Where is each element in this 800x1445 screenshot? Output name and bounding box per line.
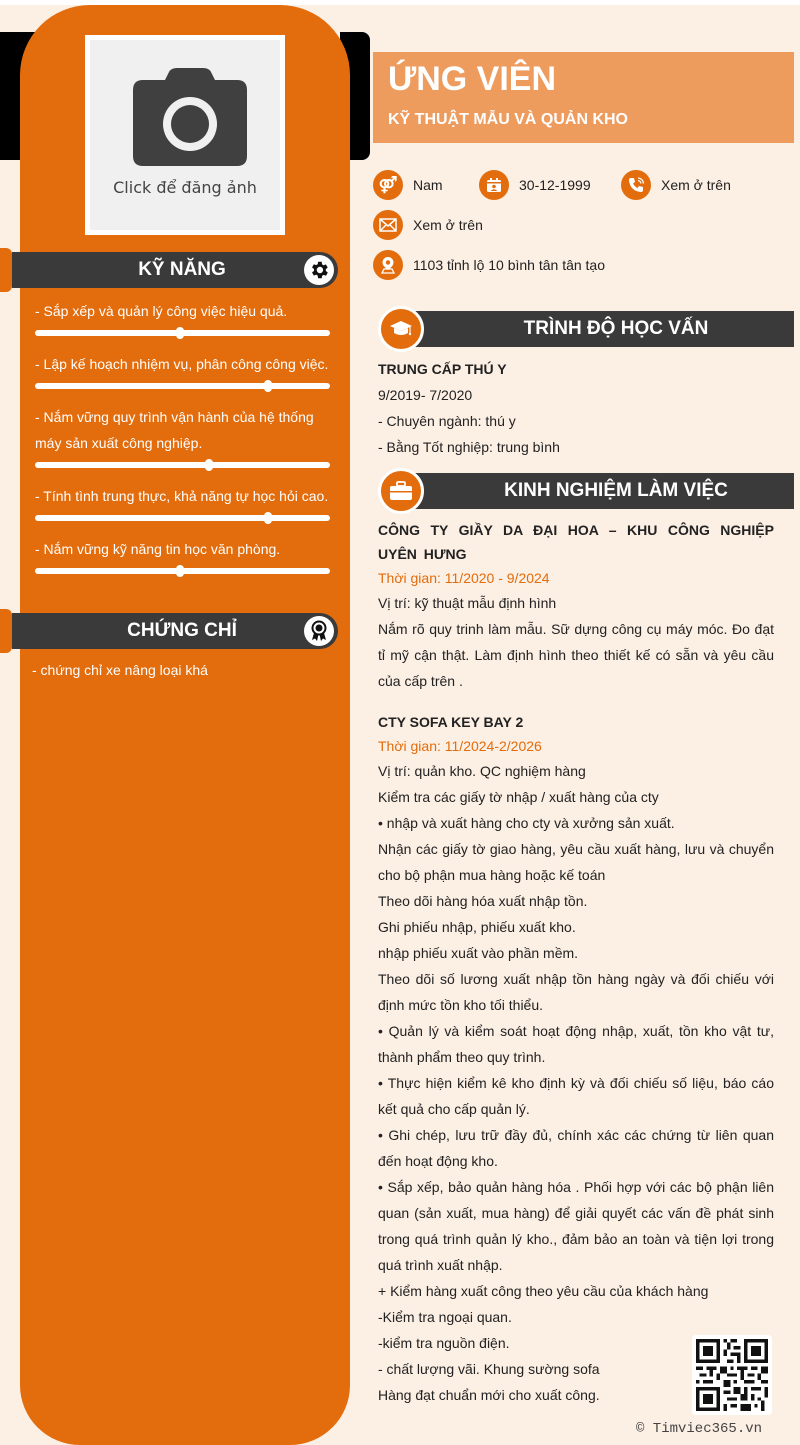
- skill-item: - Nắm vững quy trình vận hành của hệ thống máy sản xuất công nghiệp.: [35, 409, 314, 451]
- job-line: Hàng đạt chuẩn mới cho xuất công.: [378, 1387, 600, 1403]
- skills-title: KỸ NĂNG: [138, 259, 226, 280]
- skill-level-bar: [35, 515, 330, 521]
- skill-item: - Sắp xếp và quản lý công việc hiệu quả.: [35, 303, 288, 319]
- skills-heading: [12, 252, 338, 288]
- job-2: [378, 710, 774, 1408]
- contact-email: [373, 210, 483, 240]
- skill-level-bar: [35, 330, 330, 336]
- education-period: 9/2019- 7/2020: [378, 387, 473, 403]
- award-ribbon-icon: [304, 616, 334, 646]
- job-line: • Sắp xếp, bảo quản hàng hóa . Phối hợp với các bộ phận liên quan (sản xuất, mua hàng) để giải quyết các vấn đề phát sinh trong quá trình quản lý kho., đảm bảo an toàn và tiện lợi trong quá trình xuất nhập.: [378, 1179, 774, 1273]
- experience-title: KINH NGHIỆM LÀM VIỆC: [408, 473, 794, 509]
- contact-gender: [373, 170, 443, 200]
- certificates-title: CHỨNG CHỈ: [127, 620, 237, 641]
- job-line: + Kiểm hàng xuất công theo yêu cầu của khách hàng: [378, 1283, 709, 1299]
- job-line: -kiểm tra nguồn điện.: [378, 1335, 510, 1351]
- job-period: Thời gian: 11/2020 - 9/2024: [378, 570, 550, 586]
- school-name: TRUNG CẤP THÚ Y: [378, 361, 507, 377]
- phone-icon: [621, 170, 651, 200]
- job-line: -Kiểm tra ngoại quan.: [378, 1309, 512, 1325]
- job-line: Ghi phiếu nhập, phiếu xuất kho.: [378, 919, 576, 935]
- skill-level-bar: [35, 568, 330, 574]
- job-line: - chất lượng vãi. Khung sường sofa: [378, 1361, 600, 1377]
- gender-icon: ⚤: [373, 170, 403, 200]
- avatar-upload[interactable]: [85, 35, 285, 235]
- email-value: Xem ở trên: [413, 217, 483, 233]
- contact-birthday: [479, 170, 591, 200]
- company-name: CTY SOFA KEY BAY 2: [378, 714, 524, 730]
- job-line: Vị trí: kỹ thuật mẫu định hình: [378, 595, 557, 611]
- address-value: 1103 tỉnh lộ 10 bình tân tân tạo: [413, 257, 606, 273]
- phone-value: Xem ở trên: [661, 177, 731, 193]
- job-line: • nhập và xuất hàng cho cty và xưởng sản xuất.: [378, 815, 675, 831]
- experience-heading: [378, 472, 794, 510]
- avatar-upload-label: Click để đăng ảnh: [113, 178, 257, 197]
- contact-phone: [621, 170, 731, 200]
- graduation-cap-icon: [378, 306, 424, 352]
- calendar-icon: [479, 170, 509, 200]
- education-title: TRÌNH ĐỘ HỌC VẤN: [408, 311, 794, 347]
- candidate-name: ỨNG VIÊN: [388, 60, 557, 98]
- skill-item: - Lập kế hoạch nhiệm vụ, phân công công việc.: [35, 356, 329, 372]
- certificate-item: - chứng chỉ xe nâng loại khá: [32, 662, 208, 678]
- education-heading: [378, 310, 794, 348]
- map-pin-icon: [373, 250, 403, 280]
- gender-value: Nam: [413, 177, 443, 193]
- job-line: Nắm rõ quy trinh làm mẫu. Sữ dựng công cụ máy móc. Đo đạt tỉ mỹ cận thật. Làm định hình theo thiết kế có sẵn và yêu cầu của cấp trên .: [378, 621, 774, 689]
- job-line: • Thực hiện kiểm kê kho định kỳ và đối chiếu số liệu, báo cáo kết quả cho cấp quản lý.: [378, 1075, 774, 1117]
- company-name: CÔNG TY GIẦY DA ĐẠI HOA – KHU CÔNG NGHIỆP UYÊN HƯNG: [378, 522, 774, 562]
- education-content: [378, 356, 774, 460]
- envelope-icon: [373, 210, 403, 240]
- qr-code: [692, 1335, 772, 1415]
- camera-icon: [133, 68, 247, 168]
- contact-address: [373, 250, 605, 280]
- certificates-heading: [12, 613, 338, 649]
- job-line: Theo dõi số lương xuất nhập tồn hàng ngày và đối chiếu với định mức tồn kho tối thiểu.: [378, 971, 774, 1013]
- gear-icon: [304, 255, 334, 285]
- skill-item: - Tính tình trung thực, khả năng tự học hỏi cao.: [35, 488, 329, 504]
- education-line: - Bằng Tốt nghiệp: trung bình: [378, 439, 560, 455]
- briefcase-icon: [378, 468, 424, 514]
- job-line: • Ghi chép, lưu trữ đầy đủ, chính xác các chứng từ liên quan đến hoạt động kho.: [378, 1127, 774, 1169]
- birthday-value: 30-12-1999: [519, 177, 591, 193]
- job-line: nhập phiếu xuất vào phần mềm.: [378, 945, 579, 961]
- section-tab-marker: [0, 609, 12, 653]
- skill-item: - Nắm vững kỹ năng tin học văn phòng.: [35, 541, 281, 557]
- job-line: Kiểm tra các giấy tờ nhập / xuất hàng của cty: [378, 789, 659, 805]
- section-tab-marker: [0, 248, 12, 292]
- job-line: • Quản lý và kiểm soát hoạt động nhập, xuất, tồn kho vật tư, thành phẩm theo quy trình.: [378, 1023, 774, 1065]
- skill-level-bar: [35, 462, 330, 468]
- name-header: [373, 52, 794, 143]
- job-period: Thời gian: 11/2024-2/2026: [378, 738, 542, 754]
- job-1: [378, 518, 774, 694]
- job-title: KỸ THUẬT MẪU VÀ QUẢN KHO: [388, 111, 628, 128]
- job-line: Nhận các giấy tờ giao hàng, yêu cầu xuất hàng, lưu và chuyển cho bộ phận mua hàng hoặc kế toán: [378, 841, 774, 883]
- copyright: © Timviec365.vn: [636, 1421, 763, 1437]
- skill-level-bar: [35, 383, 330, 389]
- job-line: Vị trí: quản kho. QC nghiệm hàng: [378, 763, 586, 779]
- job-line: Theo dõi hàng hóa xuất nhập tồn.: [378, 893, 588, 909]
- education-line: - Chuyên ngành: thú y: [378, 413, 516, 429]
